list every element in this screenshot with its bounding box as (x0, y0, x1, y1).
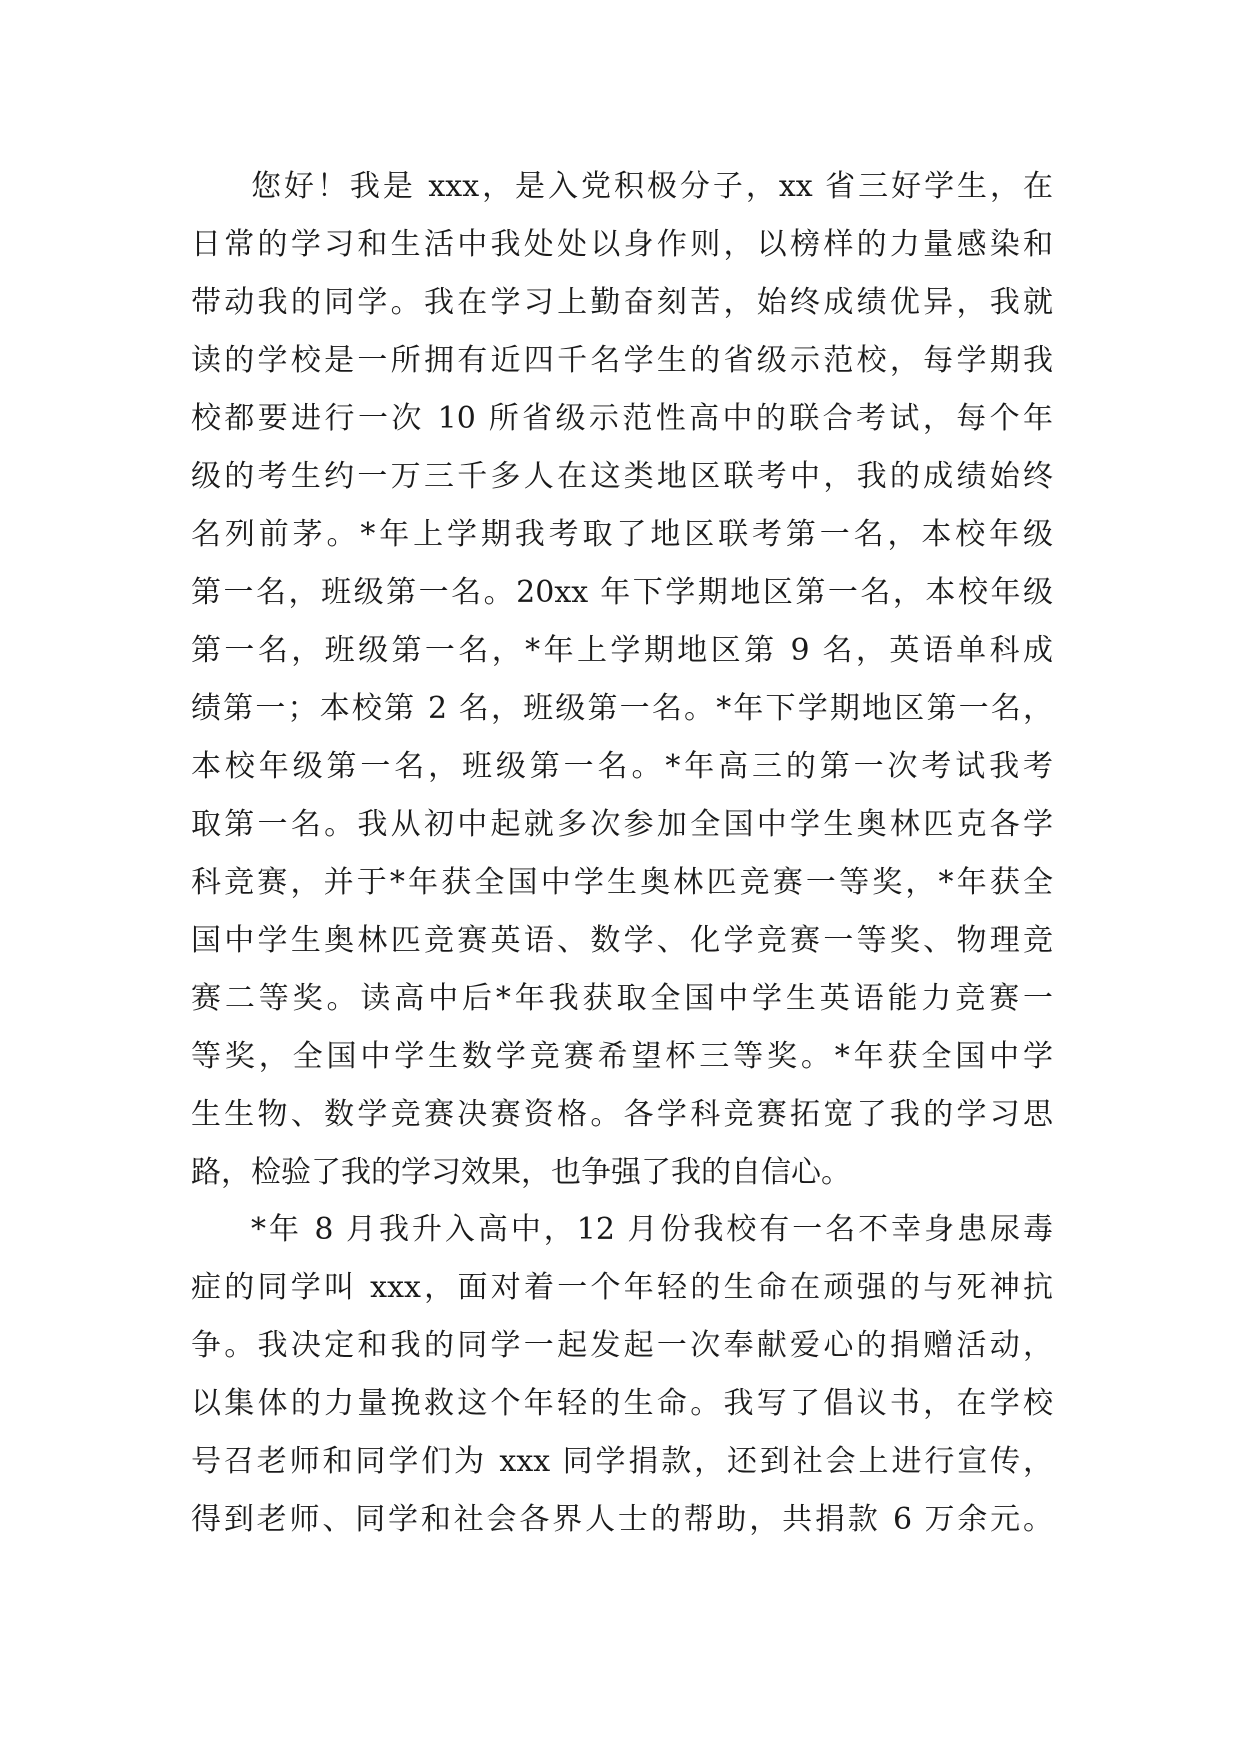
paragraph-line: 校都要进行一次 10 所省级示范性高中的联合考试，每个年 (191, 401, 1053, 436)
paragraph-line: 以集体的力量挽救这个年轻的生命。我写了倡议书，在学校 (191, 1386, 1053, 1421)
paragraph-line: 本校年级第一名，班级第一名。*年高三的第一次考试我考 (191, 749, 1053, 784)
paragraph-line: 号召老师和同学们为 xxx 同学捐款，还到社会上进行宣传， (191, 1444, 1053, 1479)
paragraph-line: 日常的学习和生活中我处处以身作则，以榜样的力量感染和 (191, 227, 1053, 262)
paragraph-line: 级的考生约一万三千多人在这类地区联考中，我的成绩始终 (191, 459, 1053, 494)
paragraph-line: 您好！我是 xxx，是入党积极分子，xx 省三好学生，在 (251, 169, 1053, 204)
paragraph-2 (191, 1201, 1053, 1549)
paragraph-line: 争。我决定和我的同学一起发起一次奉献爱心的捐赠活动， (191, 1328, 1053, 1363)
paragraph-line: 国中学生奥林匹竞赛英语、数学、化学竞赛一等奖、物理竞 (191, 923, 1053, 958)
paragraph-line: 得到老师、同学和社会各界人士的帮助，共捐款 6 万余元。 (191, 1502, 1053, 1537)
paragraph-line: *年 8 月我升入高中，12 月份我校有一名不幸身患尿毒 (251, 1212, 1053, 1247)
paragraph-line: 等奖，全国中学生数学竞赛希望杯三等奖。*年获全国中学 (191, 1039, 1053, 1074)
paragraph-line: 带动我的同学。我在学习上勤奋刻苦，始终成绩优异，我就 (191, 285, 1053, 320)
paragraph-line: 名列前茅。*年上学期我考取了地区联考第一名，本校年级 (191, 517, 1053, 552)
paragraph-line: 第一名，班级第一名，*年上学期地区第 9 名，英语单科成 (191, 633, 1053, 668)
paragraph-line: 读的学校是一所拥有近四千名学生的省级示范校，每学期我 (191, 343, 1053, 378)
paragraph-line: 第一名，班级第一名。20xx 年下学期地区第一名，本校年级 (191, 575, 1053, 610)
paragraph-line: 症的同学叫 xxx，面对着一个年轻的生命在顽强的与死神抗 (191, 1270, 1053, 1305)
paragraph-line: 路，检验了我的学习效果，也争强了我的自信心。 (191, 1155, 851, 1190)
paragraph-line: 科竞赛，并于*年获全国中学生奥林匹竞赛一等奖，*年获全 (191, 865, 1053, 900)
paragraph-line: 生生物、数学竞赛决赛资格。各学科竞赛拓宽了我的学习思 (191, 1097, 1053, 1132)
paragraph-1 (191, 158, 1053, 1202)
paragraph-line: 赛二等奖。读高中后*年我获取全国中学生英语能力竞赛一 (191, 981, 1053, 1016)
paragraph-line: 绩第一；本校第 2 名，班级第一名。*年下学期地区第一名， (191, 691, 1053, 726)
paragraph-line: 取第一名。我从初中起就多次参加全国中学生奥林匹克各学 (191, 807, 1053, 842)
